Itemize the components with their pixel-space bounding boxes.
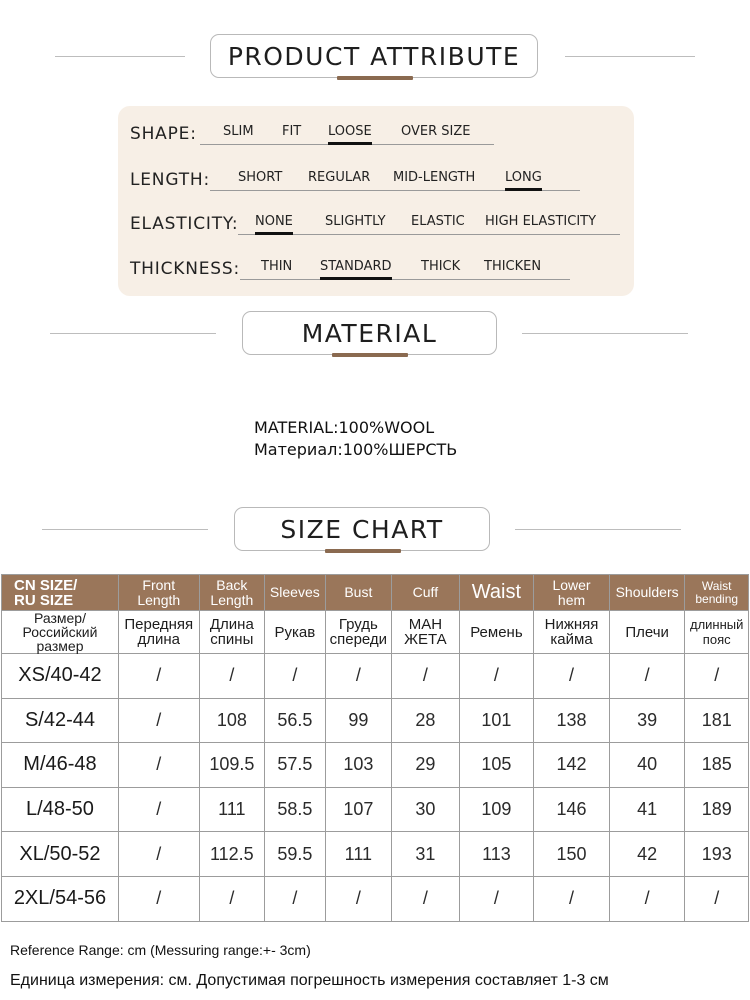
measurement-cell: 142 [534,743,610,788]
divider-right [522,333,688,334]
divider-right [515,529,681,530]
section-title: SIZE CHART [234,507,490,551]
attribute-underline [240,279,570,280]
size-chart-header [0,507,750,553]
material-description [254,417,457,461]
measurement-cell: / [118,743,199,788]
col-header-size-ru: Размер/ Российский размер [2,611,119,654]
option-long-selected: LONG [505,170,542,185]
option-slim: SLIM [223,124,254,139]
attribute-row-elasticity [118,210,634,240]
attribute-row-length [118,166,634,196]
measurement-cell: / [459,876,534,921]
col-header-cuff-ru: МАН ЖЕТА [392,611,460,654]
option-none-selected: NONE [255,214,293,229]
measurement-cell: / [325,654,392,699]
measurement-cell: 181 [685,698,749,743]
col-header-bust: Bust [325,575,392,611]
attribute-label: SHAPE: [130,124,197,144]
option-high-elasticity: HIGH ELASTICITY [485,214,597,229]
measurement-cell: 111 [199,787,265,832]
table-row [2,787,749,832]
measurement-cell: 111 [325,832,392,877]
size-cell: L/48-50 [2,787,119,832]
measurement-cell: 108 [199,698,265,743]
col-header-back-length: Back Length [199,575,265,611]
measurement-cell: 103 [325,743,392,788]
col-header-waist-bending: Waist bending [685,575,749,611]
measurement-cell: 57.5 [265,743,325,788]
material-line-ru: Материал:100%ШЕРСТЬ [254,440,458,459]
size-cell: XL/50-52 [2,832,119,877]
measurement-cell: 42 [609,832,685,877]
col-header-shoulders-ru: Плечи [609,611,685,654]
option-short: SHORT [238,170,283,185]
measurement-cell: 107 [325,787,392,832]
measurement-cell: / [118,832,199,877]
divider-right [565,56,695,57]
title-accent-bar [325,549,401,553]
col-header-cuff: Cuff [392,575,460,611]
measurement-cell: / [199,654,265,699]
table-row [2,876,749,921]
title-accent-bar [332,353,408,357]
material-line-en: MATERIAL:100%WOOL [254,418,435,437]
measurement-cell: / [118,654,199,699]
measurement-cell: 109 [459,787,534,832]
size-cell: S/42-44 [2,698,119,743]
col-header-front-length: Front Length [118,575,199,611]
col-header-back-length-ru: Длина спины [199,611,265,654]
measurement-cell: 30 [392,787,460,832]
measurement-cell: / [118,876,199,921]
attribute-underline [238,234,620,235]
option-standard-selected: STANDARD [320,259,392,274]
measurement-cell: 101 [459,698,534,743]
measurement-cell: 39 [609,698,685,743]
measurement-cell: 40 [609,743,685,788]
reference-range-ru: Единица измерения: см. Допустимая погрешность измерения составляет 1-3 см [10,972,609,989]
measurement-cell: 31 [392,832,460,877]
option-thicken: THICKEN [484,259,542,274]
table-row [2,743,749,788]
measurement-cell: 146 [534,787,610,832]
measurement-cell: 150 [534,832,610,877]
divider-left [55,56,185,57]
measurement-cell: 113 [459,832,534,877]
measurement-cell: 59.5 [265,832,325,877]
header-row-ru [2,611,749,654]
size-cell: 2XL/54-56 [2,876,119,921]
table-row [2,654,749,699]
reference-range-en: Reference Range: cm (Messuring range:+- 3cm) [10,942,311,958]
col-header-lower-hem: Lower hem [534,575,610,611]
col-header-size: CN SIZE/ RU SIZE [2,575,119,611]
product-attribute-header [0,34,750,80]
measurement-cell: 99 [325,698,392,743]
attribute-row-thickness [118,255,634,285]
option-over-size: OVER SIZE [401,124,471,139]
measurement-cell: 189 [685,787,749,832]
measurement-cell: 29 [392,743,460,788]
table-row [2,698,749,743]
measurement-cell: / [685,876,749,921]
title-accent-bar [337,76,413,80]
col-header-waist-ru: Ремень [459,611,534,654]
col-header-sleeves-ru: Рукав [265,611,325,654]
measurement-cell: / [609,654,685,699]
divider-left [50,333,216,334]
option-elastic: ELASTIC [411,214,465,229]
section-title: PRODUCT ATTRIBUTE [210,34,538,78]
measurement-cell: 109.5 [199,743,265,788]
size-chart-table [1,574,749,922]
measurement-cell: 193 [685,832,749,877]
measurement-cell: / [534,654,610,699]
attribute-label: ELASTICITY: [130,214,239,234]
col-header-waist: Waist [459,575,534,611]
section-title: MATERIAL [242,311,497,355]
attribute-panel [118,106,634,296]
attribute-label: LENGTH: [130,170,210,190]
option-thick: THICK [421,259,461,274]
measurement-cell: / [118,787,199,832]
size-cell: XS/40-42 [2,654,119,699]
measurement-cell: / [534,876,610,921]
measurement-cell: / [392,876,460,921]
col-header-sleeves: Sleeves [265,575,325,611]
option-mid-length: MID-LENGTH [393,170,476,185]
measurement-cell: / [685,654,749,699]
option-regular: REGULAR [308,170,371,185]
measurement-cell: 112.5 [199,832,265,877]
measurement-cell: / [459,654,534,699]
measurement-cell: 28 [392,698,460,743]
divider-left [42,529,208,530]
option-thin: THIN [261,259,293,274]
measurement-cell: 56.5 [265,698,325,743]
option-loose-selected: LOOSE [328,124,372,139]
attribute-row-shape [118,120,634,150]
measurement-cell: / [325,876,392,921]
measurement-cell: / [199,876,265,921]
measurement-cell: / [265,876,325,921]
table-row [2,832,749,877]
measurement-cell: / [265,654,325,699]
material-header [0,311,750,357]
attribute-label: THICKNESS: [130,259,240,279]
col-header-shoulders: Shoulders [609,575,685,611]
col-header-lower-hem-ru: Нижняя кайма [534,611,610,654]
col-header-bust-ru: Грудь спереди [325,611,392,654]
size-cell: M/46-48 [2,743,119,788]
col-header-waist-bending-ru: длинный пояс [685,611,749,654]
measurement-cell: / [392,654,460,699]
measurement-cell: / [609,876,685,921]
measurement-cell: 105 [459,743,534,788]
measurement-cell: 58.5 [265,787,325,832]
measurement-cell: 41 [609,787,685,832]
option-slightly: SLIGHTLY [325,214,386,229]
measurement-cell: / [118,698,199,743]
col-header-front-length-ru: Передняя длина [118,611,199,654]
measurement-cell: 185 [685,743,749,788]
header-row-en [2,575,749,611]
option-fit: FIT [282,124,302,139]
measurement-cell: 138 [534,698,610,743]
